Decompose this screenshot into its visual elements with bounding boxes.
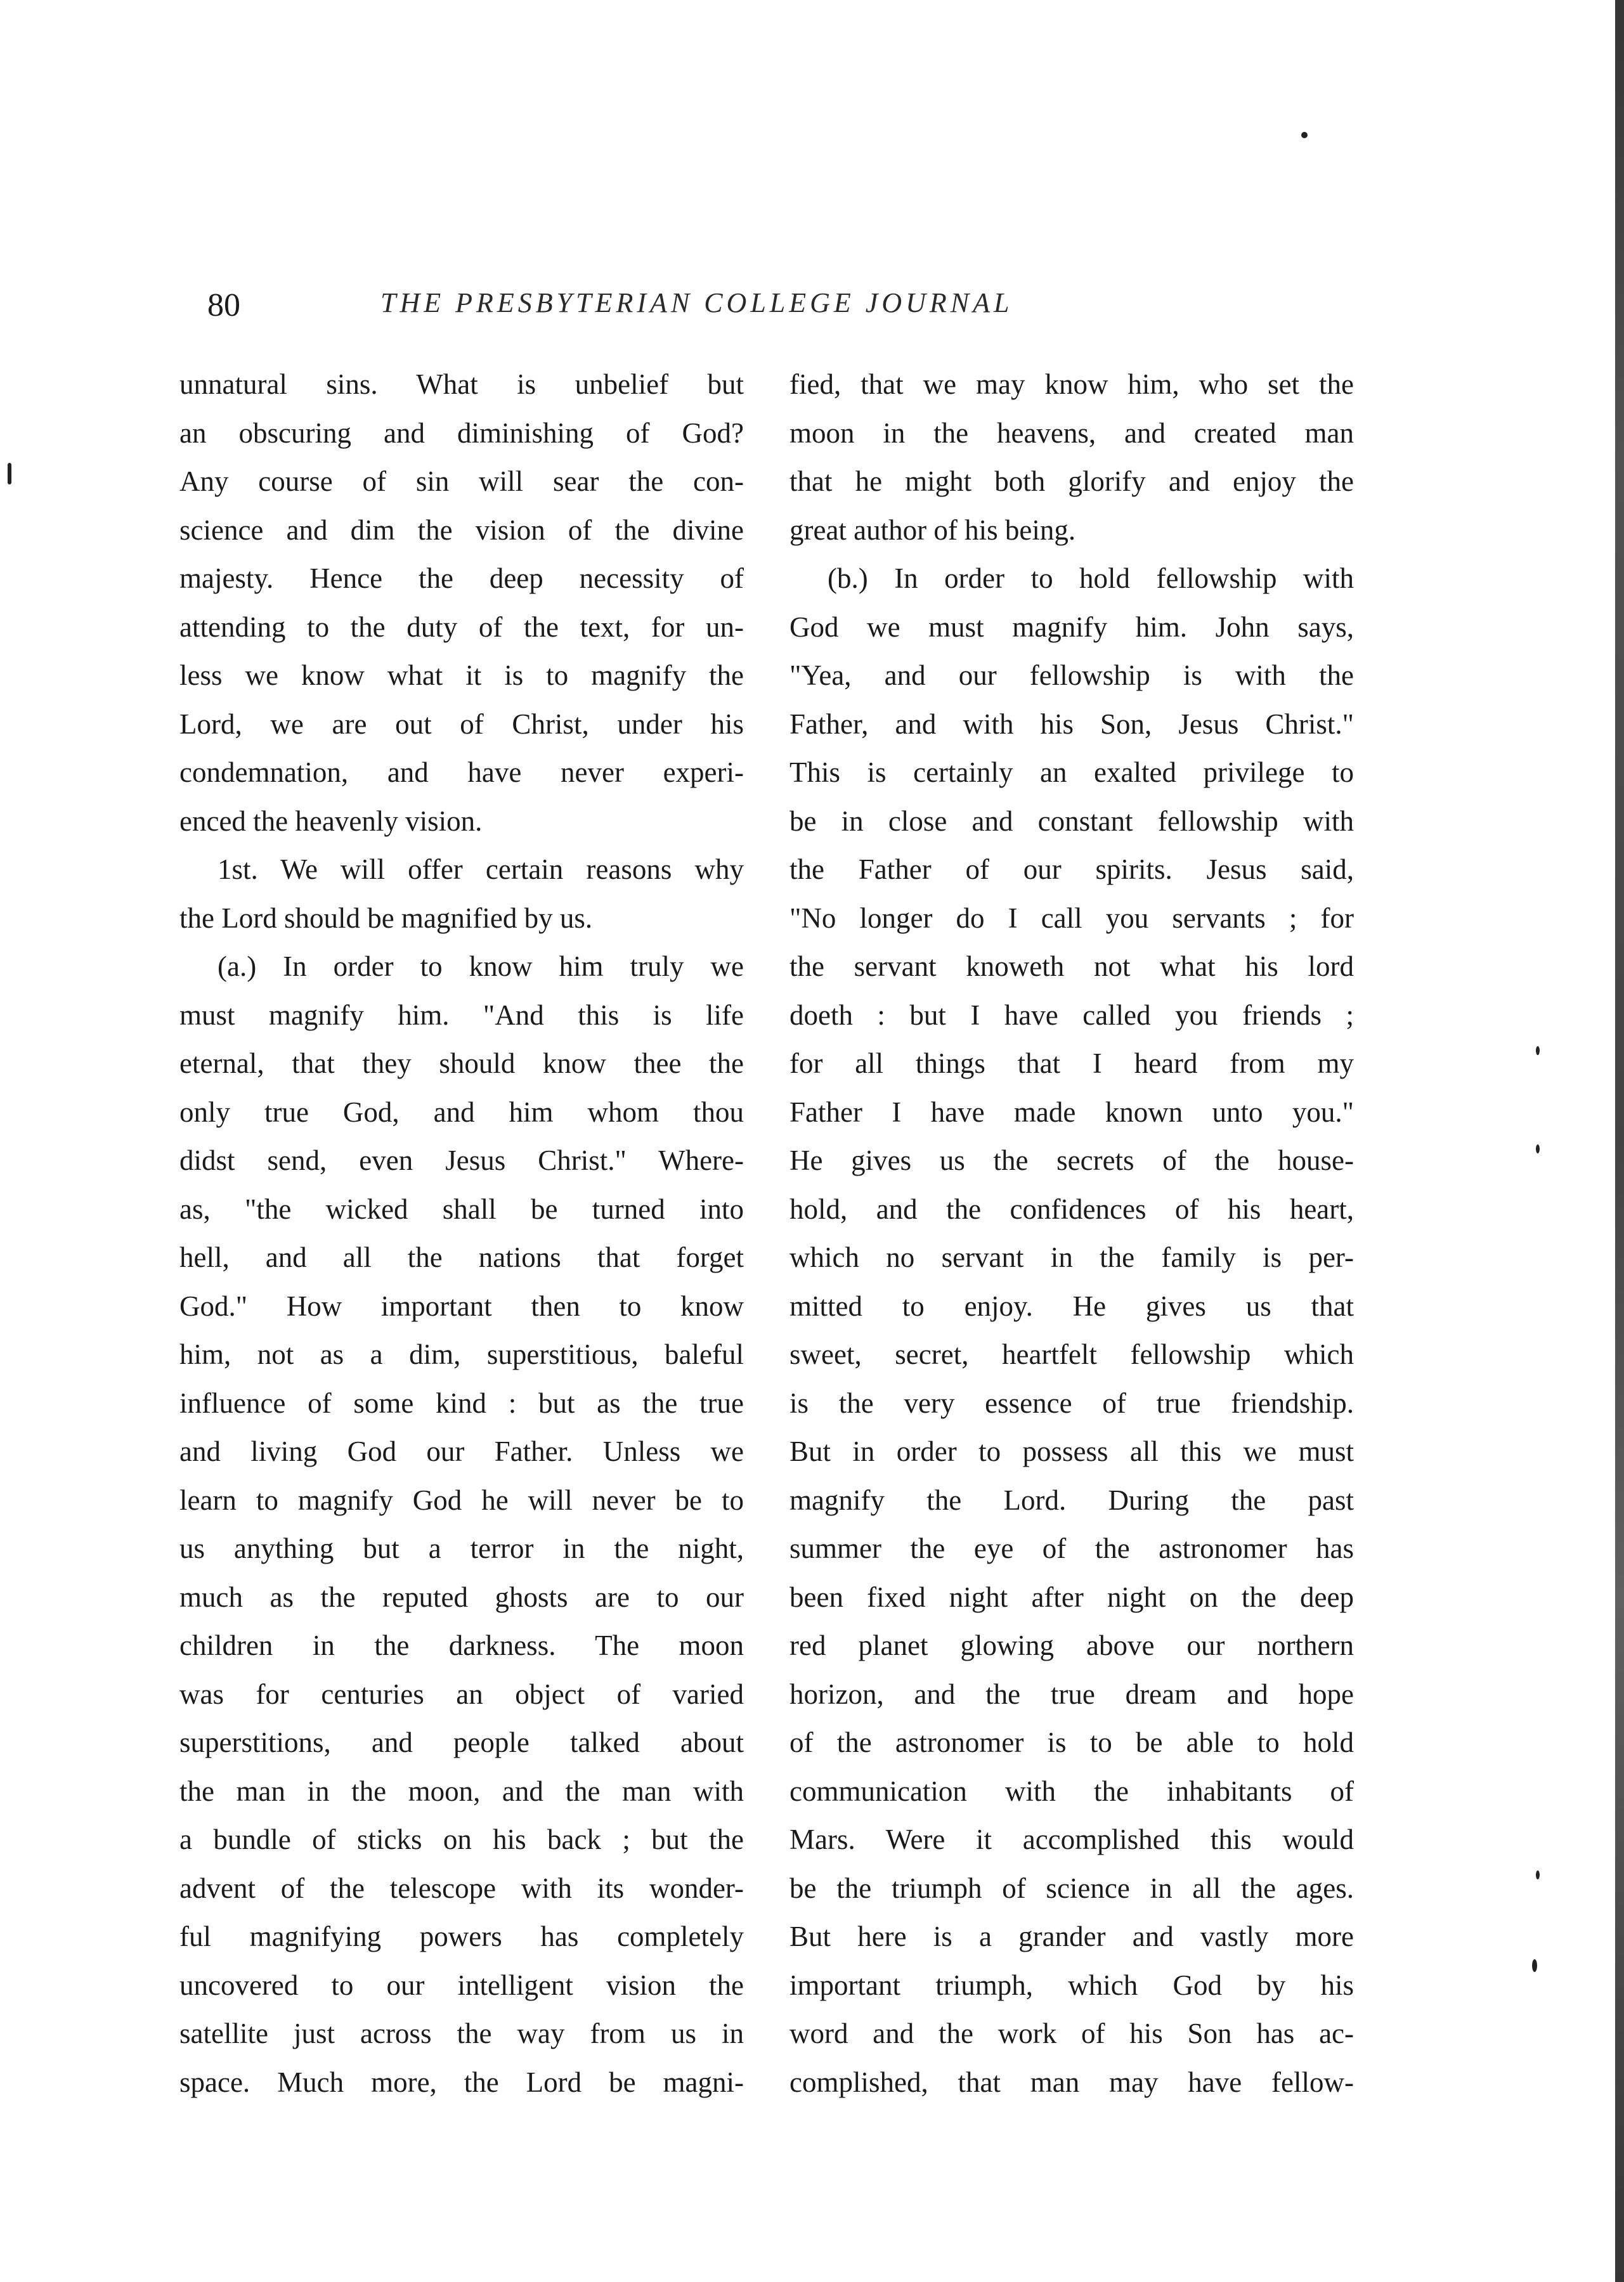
- text-line: was for centuries an object of varied: [179, 1678, 744, 1710]
- text-line: (b.) In order to hold fellowship with: [828, 562, 1354, 594]
- text-line: red planet glowing above our northern: [789, 1630, 1354, 1661]
- text-line: and living God our Father. Unless we: [179, 1436, 744, 1467]
- text-line: moon in the heavens, and created man: [789, 417, 1354, 449]
- text-line: hold, and the confidences of his heart,: [789, 1193, 1354, 1225]
- text-line: for all things that I heard from my: [789, 1047, 1354, 1079]
- text-line: Mars. Were it accomplished this would: [789, 1824, 1354, 1855]
- text-line: important triumph, which God by his: [789, 1969, 1354, 2001]
- text-line: uncovered to our intelligent vision the: [179, 1969, 744, 2001]
- scan-speck: [1536, 1144, 1540, 1153]
- text-line: is the very essence of true friendship.: [789, 1387, 1354, 1419]
- text-line: fied, that we may know him, who set the: [789, 368, 1354, 400]
- text-line: God we must magnify him. John says,: [789, 611, 1354, 643]
- text-line: influence of some kind : but as the true: [179, 1387, 744, 1419]
- text-line: doeth : but I have called you friends ;: [789, 999, 1354, 1031]
- text-line: satellite just across the way from us in: [179, 2018, 744, 2049]
- text-line: attending to the duty of the text, for un-: [179, 611, 744, 643]
- text-line: him, not as a dim, superstitious, baleful: [179, 1339, 744, 1370]
- text-line: the man in the moon, and the man with: [179, 1775, 744, 1807]
- text-line: Lord, we are out of Christ, under his: [179, 708, 744, 740]
- scan-edge: [1615, 0, 1624, 2282]
- text-line: didst send, even Jesus Christ." Where-: [179, 1144, 744, 1176]
- text-line: 1st. We will offer certain reasons why: [218, 853, 744, 885]
- text-line: hell, and all the nations that forget: [179, 1241, 744, 1273]
- text-line: only true God, and him whom thou: [179, 1096, 744, 1128]
- left-column: [179, 360, 744, 2106]
- scan-speck: [1536, 1046, 1540, 1055]
- text-line: been fixed night after night on the deep: [789, 1581, 1354, 1613]
- text-line: majesty. Hence the deep necessity of: [179, 562, 744, 594]
- scan-speck: [1536, 1870, 1540, 1879]
- scan-speck: [8, 463, 11, 484]
- text-line: magnify the Lord. During the past: [789, 1484, 1354, 1516]
- text-line: word and the work of his Son has ac-: [789, 2018, 1354, 2049]
- text-line: sweet, secret, heartfelt fellowship which: [789, 1339, 1354, 1370]
- text-line: Father, and with his Son, Jesus Christ.": [789, 708, 1354, 740]
- text-line: This is certainly an exalted privilege to: [789, 756, 1354, 788]
- text-line: the Father of our spirits. Jesus said,: [789, 853, 1354, 885]
- text-line: mitted to enjoy. He gives us that: [789, 1290, 1354, 1322]
- text-line: that he might both glorify and enjoy the: [789, 465, 1354, 497]
- text-line: He gives us the secrets of the house-: [789, 1144, 1354, 1176]
- running-head: THE PRESBYTERIAN COLLEGE JOURNAL: [380, 287, 1013, 318]
- text-line: learn to magnify God he will never be to: [179, 1484, 744, 1516]
- text-line: God." How important then to know: [179, 1290, 744, 1322]
- text-line: science and dim the vision of the divine: [179, 514, 744, 546]
- text-line: condemnation, and have never experi-: [179, 756, 744, 788]
- text-line: unnatural sins. What is unbelief but: [179, 368, 744, 400]
- text-line: Father I have made known unto you.": [789, 1096, 1354, 1128]
- text-line: superstitions, and people talked about: [179, 1727, 744, 1758]
- text-line: children in the darkness. The moon: [179, 1630, 744, 1661]
- text-line: great author of his being.: [789, 514, 1076, 546]
- text-line: must magnify him. "And this is life: [179, 999, 744, 1031]
- text-line: But in order to possess all this we must: [789, 1436, 1354, 1467]
- right-column: [789, 360, 1354, 2106]
- text-line: the servant knoweth not what his lord: [789, 950, 1354, 982]
- text-line: the Lord should be magnified by us.: [179, 902, 593, 934]
- text-line: a bundle of sticks on his back ; but the: [179, 1824, 744, 1855]
- text-line: advent of the telescope with its wonder-: [179, 1872, 744, 1904]
- text-line: which no servant in the family is per-: [789, 1241, 1354, 1273]
- scan-speck: [1532, 1959, 1537, 1972]
- text-line: But here is a grander and vastly more: [789, 1921, 1354, 1952]
- text-line: enced the heavenly vision.: [179, 805, 483, 837]
- text-line: less we know what it is to magnify the: [179, 659, 744, 691]
- text-line: "No longer do I call you servants ; for: [789, 902, 1354, 934]
- text-line: much as the reputed ghosts are to our: [179, 1581, 744, 1613]
- text-line: an obscuring and diminishing of God?: [179, 417, 744, 449]
- text-line: complished, that man may have fellow-: [789, 2066, 1354, 2098]
- scan-speck: [1301, 132, 1308, 138]
- text-line: "Yea, and our fellowship is with the: [789, 659, 1354, 691]
- text-line: eternal, that they should know thee the: [179, 1047, 744, 1079]
- text-line: be the triumph of science in all the ages.: [789, 1872, 1354, 1904]
- text-line: horizon, and the true dream and hope: [789, 1678, 1354, 1710]
- text-line: us anything but a terror in the night,: [179, 1533, 744, 1564]
- page-number: 80: [207, 287, 240, 323]
- text-line: as, "the wicked shall be turned into: [179, 1193, 744, 1225]
- text-line: summer the eye of the astronomer has: [789, 1533, 1354, 1564]
- text-line: Any course of sin will sear the con-: [179, 465, 744, 497]
- text-line: space. Much more, the Lord be magni-: [179, 2066, 744, 2098]
- text-line: (a.) In order to know him truly we: [218, 950, 744, 982]
- text-line: of the astronomer is to be able to hold: [789, 1727, 1354, 1758]
- text-line: be in close and constant fellowship with: [789, 805, 1354, 837]
- text-line: communication with the inhabitants of: [789, 1775, 1354, 1807]
- text-line: ful magnifying powers has completely: [179, 1921, 744, 1952]
